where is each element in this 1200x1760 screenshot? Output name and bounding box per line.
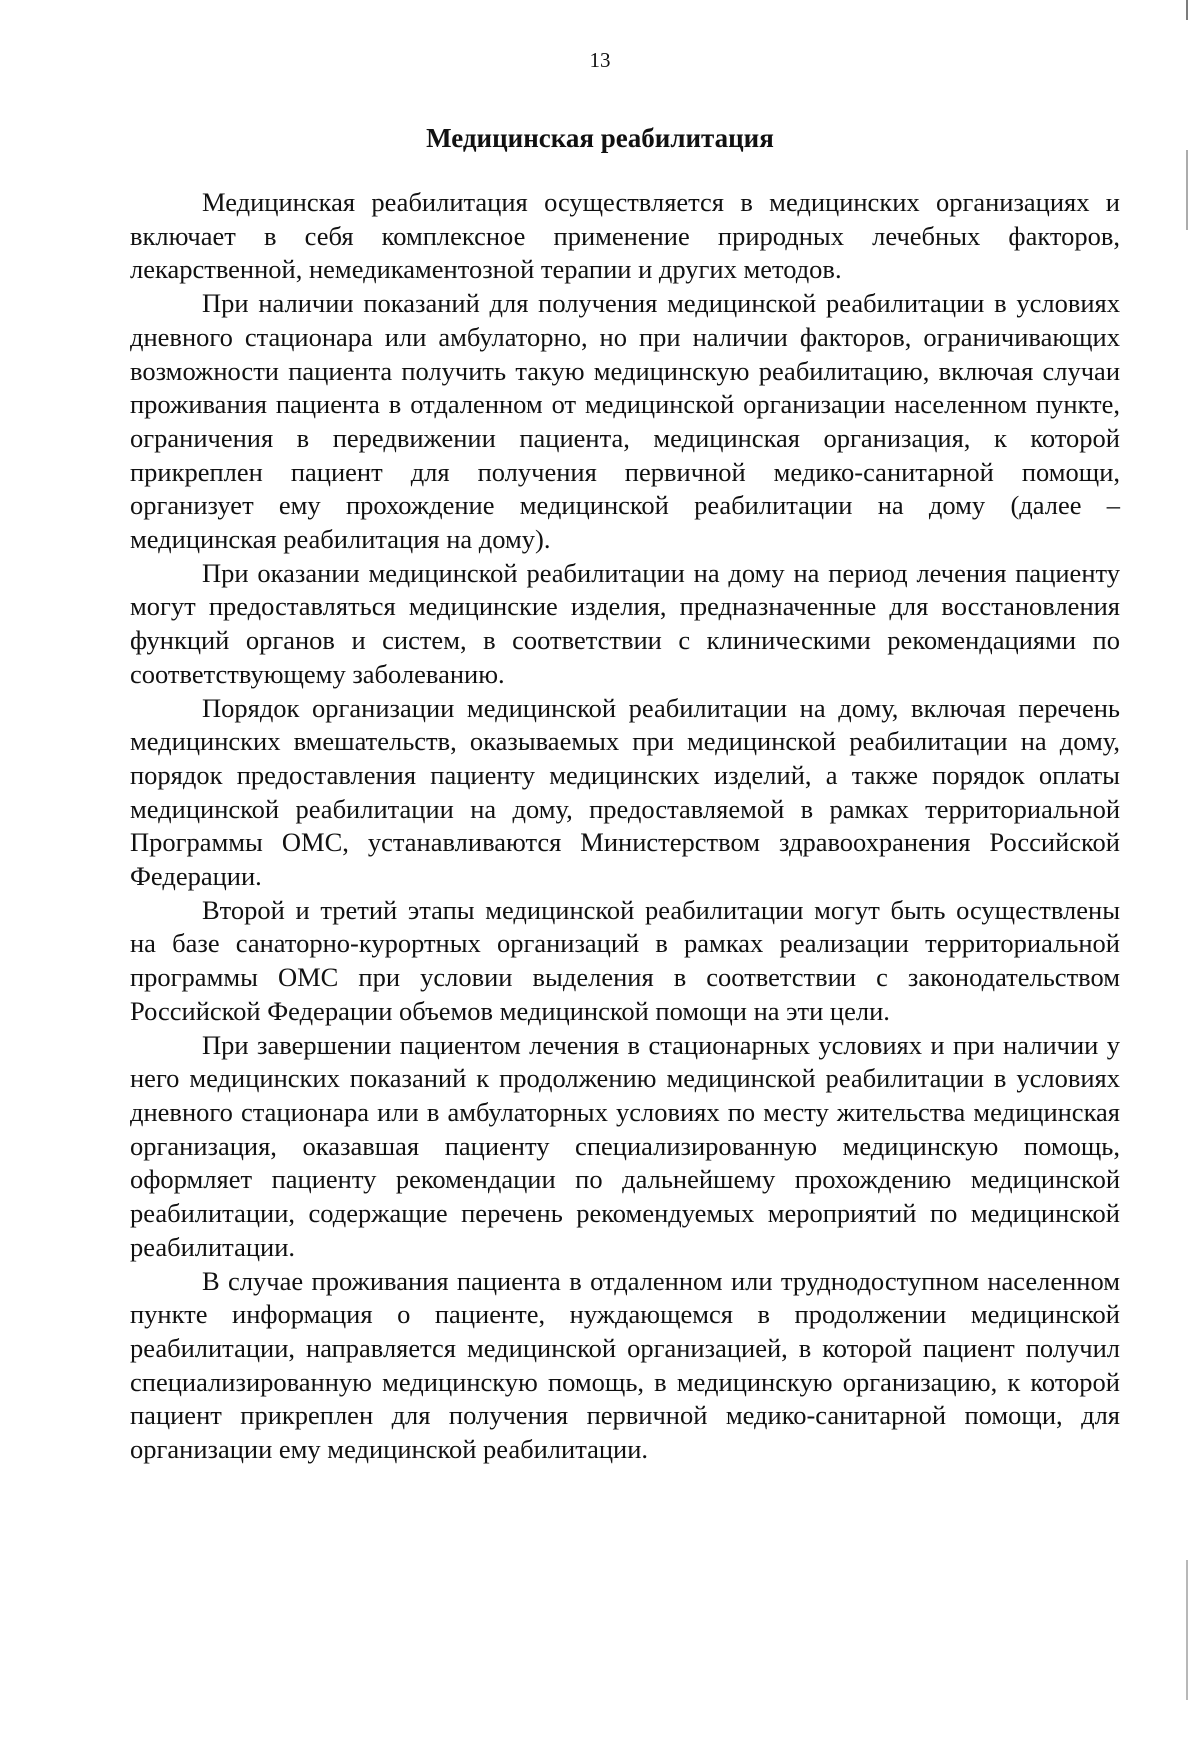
scan-edge-artifact [1186,0,1188,1760]
paragraph-1: Медицинская реабилитация осуществляется в медицинских организациях и включает в себя комплексное применение природных лечебных факторов, лекарственной, немедикаментозной терапии и других методов. [130,187,1120,285]
paragraph-4: Порядок организации медицинской реабилитации на дому, включая перечень медицинских вмешательств, оказываемых при медицинской реабилитации на дому, порядок предоставления пациенту медицинских изделий, а также порядок оплаты медицинской реабилитации на дому, предоставляемой в рамках территориальной Программы ОМС, устанавливаются Министерством здравоохранения Российской Федерации. [130,692,1120,892]
page-number: 13 [589,48,611,72]
page-title: Медицинская реабилитация [426,123,774,153]
paragraph-3: При оказании медицинской реабилитации на дому на период лечения пациенту могут предоставляться медицинские изделия, предназначенные для восстановления функций органов и систем, в соответствии с клиническими рекомендациями по соответствующему заболеванию. [130,557,1120,689]
body-text [130,186,1120,1467]
paragraph-6: При завершении пациентом лечения в стационарных условиях и при наличии у него медицинских показаний к продолжению медицинской реабилитации в условиях дневного стационара или в амбулаторных условиях по месту жительства медицинская организация, оказавшая пациенту специализированную медицинскую помощь, оформляет пациенту рекомендации по дальнейшему прохождению медицинской реабилитации, содержащие перечень рекомендуемых мероприятий по медицинской реабилитации. [130,1029,1120,1262]
paragraph-2: При наличии показаний для получения медицинской реабилитации в условиях дневного стационара или амбулаторно, но при наличии факторов, ограничивающих возможности пациента получить такую медицинскую реабилитацию, включая случаи проживания пациента в отдаленном от медицинской организации населенном пункте, ограничения в передвижении пациента, медицинская организация, к которой прикреплен пациент для получения первичной медико-санитарной помощи, организует ему прохождение медицинской реабилитации на дому (далее – медицинская реабилитация на дому). [130,288,1120,555]
paragraph-5: Второй и третий этапы медицинской реабилитации могут быть осуществлены на базе санаторно-курортных организаций в рамках реализации территориальной программы ОМС при условии выделения в соответствии с законодательством Российской Федерации объемов медицинской помощи на эти цели. [130,894,1120,1026]
paragraph-7: В случае проживания пациента в отдаленном или труднодоступном населенном пункте информация о пациенте, нуждающемся в продолжении медицинской реабилитации, направляется медицинской организацией, в которой пациент получил специализированную медицинскую помощь, в медицинскую организацию, к которой пациент прикреплен для получения первичной медико-санитарной помощи, для организации ему медицинской реабилитации. [130,1265,1120,1465]
